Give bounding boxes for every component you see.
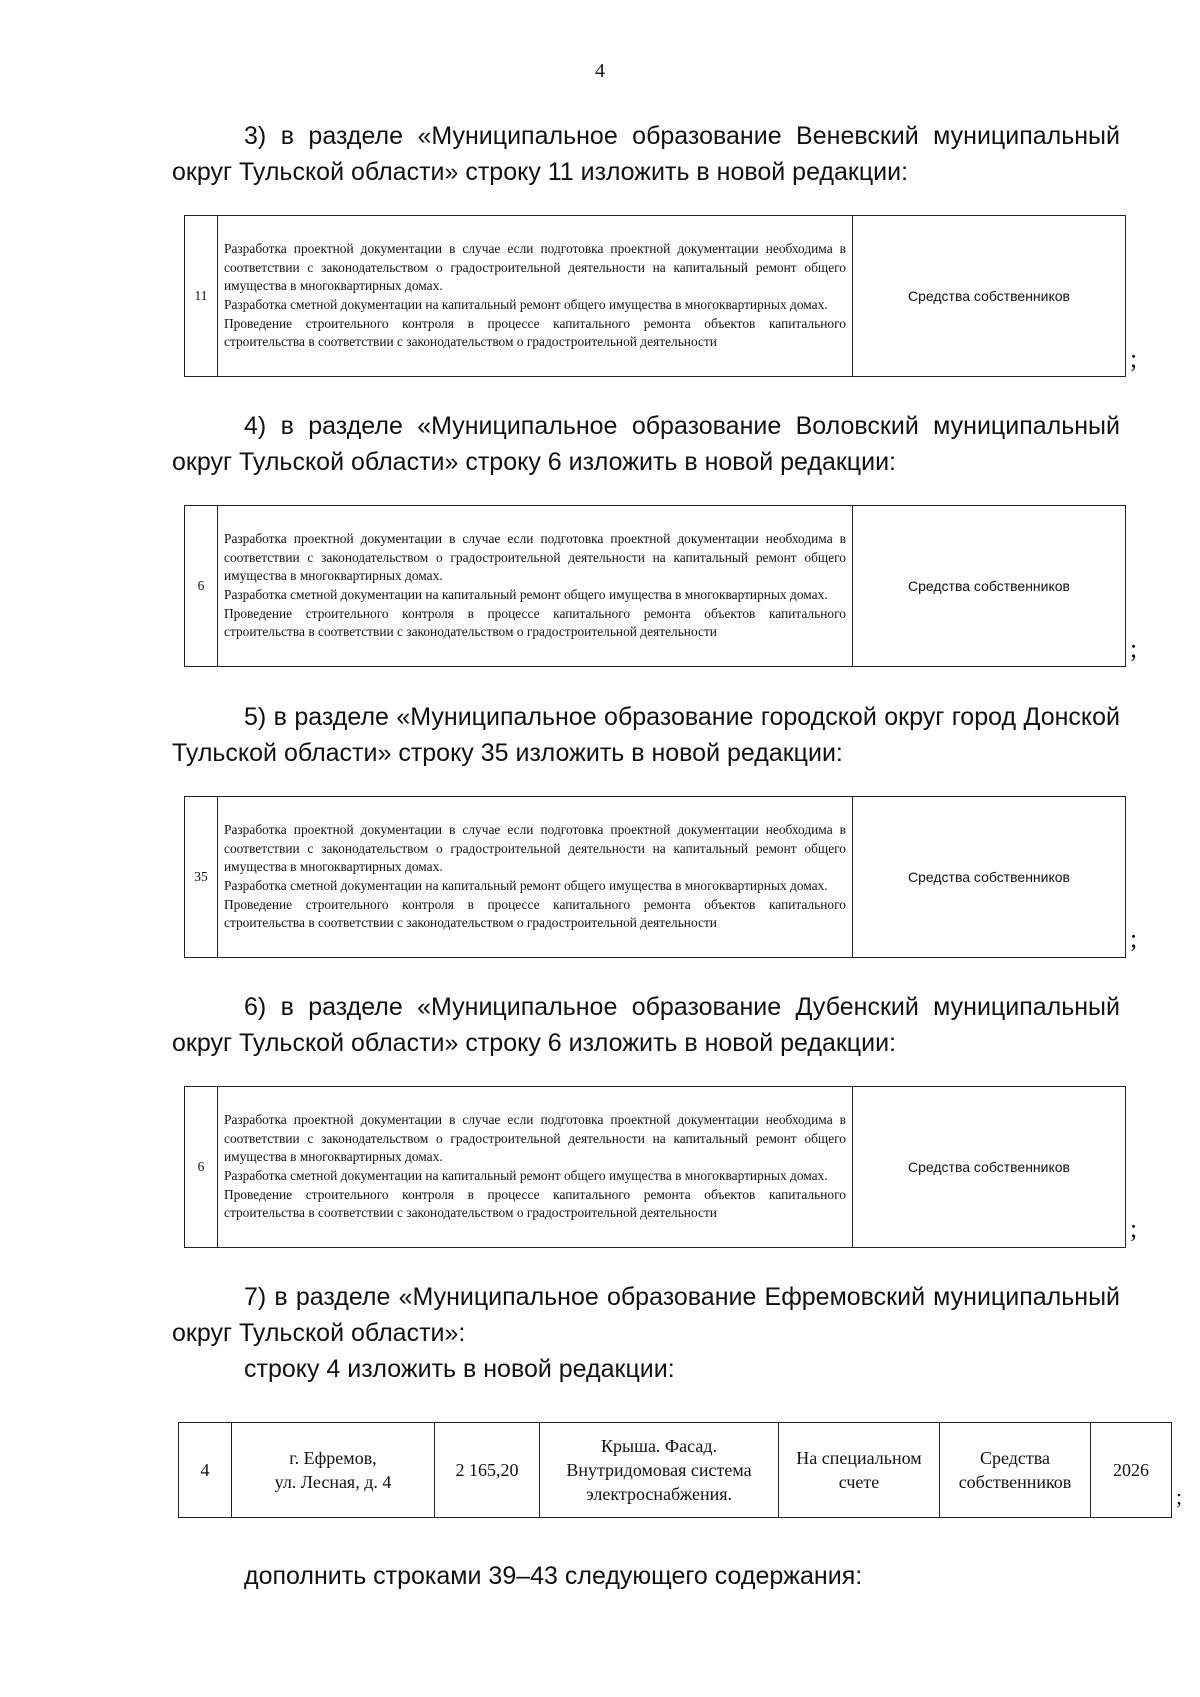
row-address: г. Ефремов, ул. Лесная, д. 4 xyxy=(232,1423,435,1518)
row-area: 2 165,20 xyxy=(435,1423,540,1518)
page-number: 4 xyxy=(595,60,605,82)
table-row xyxy=(185,506,1126,667)
instruction-line: строку 4 изложить в новой редакции: xyxy=(244,1355,675,1383)
semicolon: ; xyxy=(1130,344,1138,373)
row-funding-source: Средства собственников xyxy=(853,1087,1126,1248)
row-table-section-6 xyxy=(184,1086,1126,1248)
semicolon: ; xyxy=(1130,924,1138,953)
row-funding-source: Средства собственников xyxy=(940,1423,1091,1518)
paragraph-section-7: 7) в разделе «Муниципальное образование Ефремовский муниципальный округ Тульской области»: xyxy=(172,1283,1120,1347)
row-table-section-5 xyxy=(184,796,1126,958)
row-description: Разработка проектной документации в случае если подготовка проектной документации необходима в соответствии с законодательством о градостроительной деятельности на капитальный ремонт общего имущества в многоквартирных домах. Разработка сметной документации на капитальный ремонт общего имущества в многоквартирных домах. Проведение строительного контроля в процессе капитального ремонта объектов капитального строительства в соответствии с законодательством о градостроительной деятельности xyxy=(218,797,853,958)
table-row xyxy=(185,797,1126,958)
row-table-section-3 xyxy=(184,215,1126,377)
row-table-section-4 xyxy=(184,505,1126,667)
row-number: 6 xyxy=(185,1087,218,1248)
semicolon: ; xyxy=(1176,1484,1183,1509)
table-row xyxy=(185,1087,1126,1248)
table-row xyxy=(185,216,1126,377)
paragraph-section-4: 4) в разделе «Муниципальное образование Воловский муниципальный округ Тульской области» строку 6 изложить в новой редакции: xyxy=(172,412,1120,476)
semicolon: ; xyxy=(1130,634,1138,663)
final-instruction-line: дополнить строками 39–43 следующего содержания: xyxy=(244,1562,863,1590)
row-description: Разработка проектной документации в случае если подготовка проектной документации необходима в соответствии с законодательством о градостроительной деятельности на капитальный ремонт общего имущества в многоквартирных домах. Разработка сметной документации на капитальный ремонт общего имущества в многоквартирных домах. Проведение строительного контроля в процессе капитального ремонта объектов капитального строительства в соответствии с законодательством о градостроительной деятельности xyxy=(218,506,853,667)
row-description: Разработка проектной документации в случае если подготовка проектной документации необходима в соответствии с законодательством о градостроительной деятельности на капитальный ремонт общего имущества в многоквартирных домах. Разработка сметной документации на капитальный ремонт общего имущества в многоквартирных домах. Проведение строительного контроля в процессе капитального ремонта объектов капитального строительства в соответствии с законодательством о градостроительной деятельности xyxy=(218,1087,853,1248)
row-description: Разработка проектной документации в случае если подготовка проектной документации необходима в соответствии с законодательством о градостроительной деятельности на капитальный ремонт общего имущества в многоквартирных домах. Разработка сметной документации на капитальный ремонт общего имущества в многоквартирных домах. Проведение строительного контроля в процессе капитального ремонта объектов капитального строительства в соответствии с законодательством о градостроительной деятельности xyxy=(218,216,853,377)
row-number: 11 xyxy=(185,216,218,377)
row-number: 35 xyxy=(185,797,218,958)
row-number: 6 xyxy=(185,506,218,667)
row-account: На специальном счете xyxy=(779,1423,940,1518)
row-works: Крыша. Фасад. Внутридомовая система электроснабжения. xyxy=(540,1423,779,1518)
semicolon: ; xyxy=(1130,1214,1138,1243)
paragraph-section-5: 5) в разделе «Муниципальное образование городской округ город Донской Тульской области» строку 35 изложить в новой редакции: xyxy=(172,703,1120,767)
table-row xyxy=(179,1423,1172,1518)
row-funding-source: Средства собственников xyxy=(853,506,1126,667)
row-funding-source: Средства собственников xyxy=(853,797,1126,958)
paragraph-section-3: 3) в разделе «Муниципальное образование Веневский муниципальный округ Тульской области» строку 11 изложить в новой редакции: xyxy=(172,122,1120,186)
paragraph-section-6: 6) в разделе «Муниципальное образование Дубенский муниципальный округ Тульской области» строку 6 изложить в новой редакции: xyxy=(172,993,1120,1057)
row-funding-source: Средства собственников xyxy=(853,216,1126,377)
row-year: 2026 xyxy=(1091,1423,1172,1518)
row-number: 4 xyxy=(179,1423,232,1518)
house-row-table xyxy=(178,1422,1172,1518)
